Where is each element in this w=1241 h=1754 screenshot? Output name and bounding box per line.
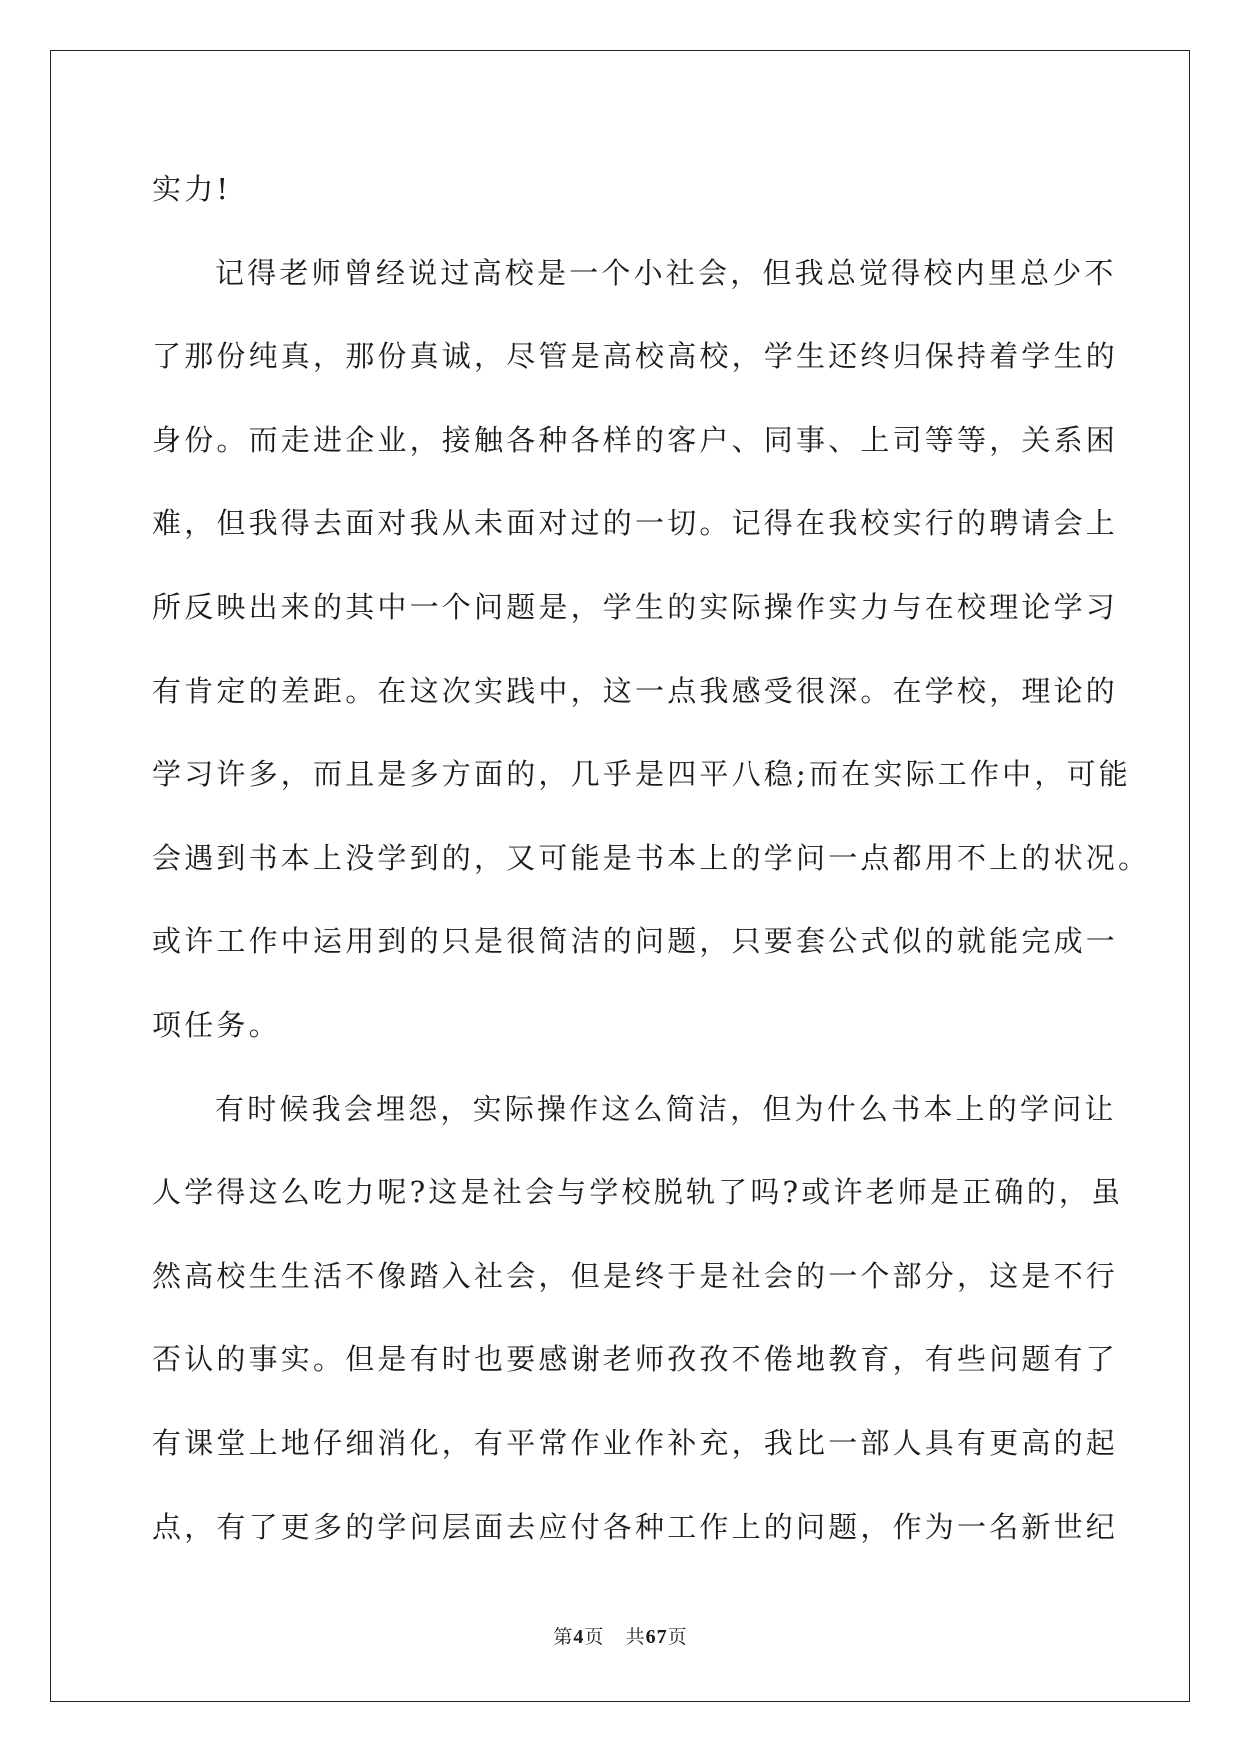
paragraph-first-line: 有时候我会埋怨，实际操作这么简洁，但为什么书本上的学问让	[215, 1091, 1117, 1126]
text-line: 会遇到书本上没学到的，又可能是书本上的学问一点都用不上的状况。	[152, 840, 1151, 875]
total-page-count: 67	[645, 1626, 668, 1648]
text-line: 人学得这么吃力呢?这是社会与学校脱轨了吗?或许老师是正确的，虽	[152, 1175, 1124, 1210]
text-line: 了那份纯真，那份真诚，尽管是高校高校，学生还终归保持着学生的	[152, 339, 1119, 374]
text-line: 学习许多，而且是多方面的，几乎是四平八稳;而在实际工作中，可能	[152, 757, 1131, 792]
footer-total-suffix: 页	[667, 1626, 688, 1648]
text-line: 难，但我得去面对我从未面对过的一切。记得在我校实行的聘请会上	[152, 506, 1119, 541]
current-page-number: 4	[573, 1626, 585, 1648]
footer-total-prefix: 共	[625, 1626, 646, 1648]
text-line: 有肯定的差距。在这次实践中，这一点我感受很深。在学校，理论的	[152, 673, 1119, 708]
text-line: 所反映出来的其中一个问题是，学生的实际操作实力与在校理论学习	[152, 589, 1119, 624]
text-line: 否认的事实。但是有时也要感谢老师孜孜不倦地教育，有些问题有了	[152, 1342, 1119, 1377]
text-line: 然高校生生活不像踏入社会，但是终于是社会的一个部分，这是不行	[152, 1258, 1119, 1293]
page-footer	[0, 1622, 1241, 1649]
document-body	[152, 162, 1151, 1583]
text-line: 有课堂上地仔细消化，有平常作业作补充，我比一部人具有更高的起	[152, 1425, 1119, 1460]
text-line: 实力!	[152, 172, 232, 206]
text-line: 或许工作中运用到的只是很简洁的问题，只要套公式似的就能完成一	[152, 924, 1119, 959]
text-line: 项任务。	[152, 1007, 281, 1042]
text-line: 身份。而走进企业，接触各种各样的客户、同事、上司等等，关系困	[152, 422, 1119, 457]
footer-page-suffix: 页	[584, 1626, 605, 1648]
text-line: 点，有了更多的学问层面去应付各种工作上的问题，作为一名新世纪	[152, 1509, 1119, 1544]
footer-prefix: 第	[553, 1626, 574, 1648]
paragraph-first-line: 记得老师曾经说过高校是一个小社会，但我总觉得校内里总少不	[215, 255, 1117, 290]
